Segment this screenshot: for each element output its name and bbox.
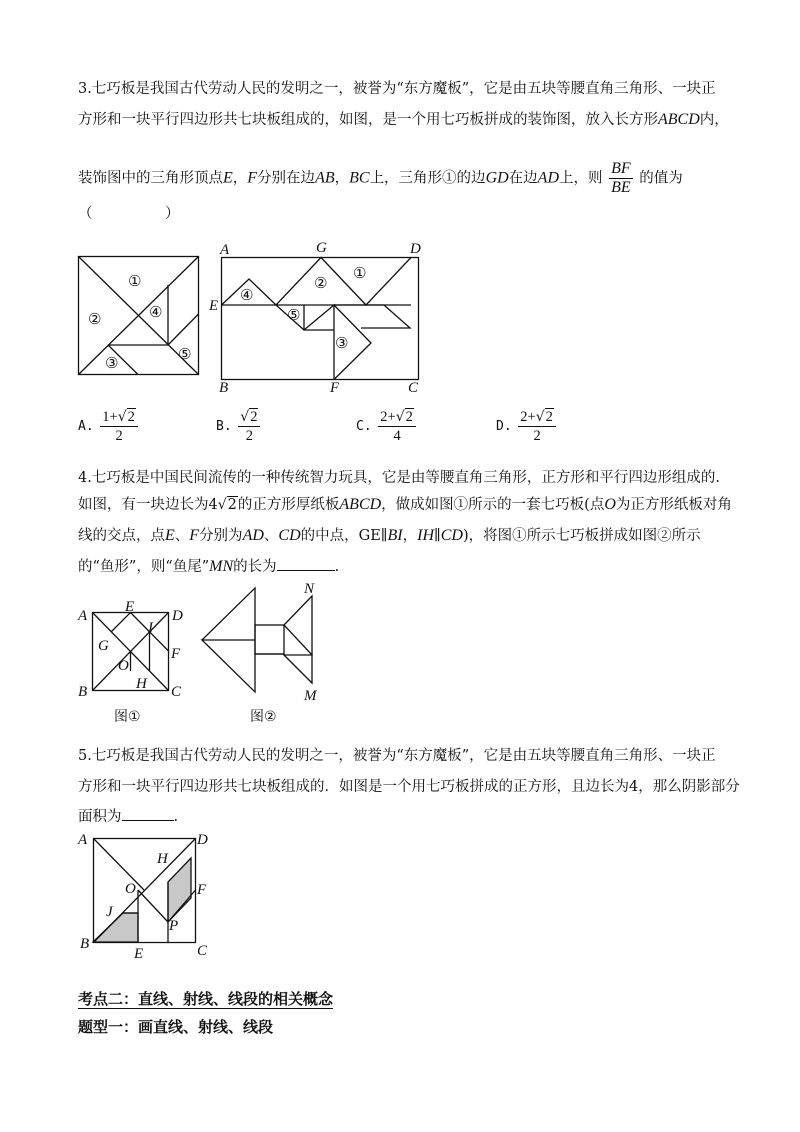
q5-answer-blank[interactable] — [122, 806, 174, 821]
label-E: E — [134, 946, 144, 962]
piece-3-label: ③ — [335, 334, 349, 352]
label-B: B — [80, 936, 90, 952]
q3-line-2: 方形和一块平行四边形共七块板组成的，如图，是一个用七巧板拼成的装饰图，放入长方形ABCD内， — [78, 111, 729, 128]
label-I: I — [148, 620, 153, 636]
label-D: D — [410, 241, 421, 257]
label-O: O — [125, 881, 136, 897]
label-O: O — [118, 658, 129, 674]
q3-line-3: 装饰图中的三角形顶点E，F分别在边AB，BC上，三角形①的边GD在边AD上，则 $\frac{BF}{BE}$ 的值为 — [78, 160, 683, 196]
label-G: G — [316, 240, 327, 256]
label-M: M — [304, 688, 317, 704]
piece-1-label: ① — [128, 272, 142, 290]
label-J: J — [106, 904, 113, 920]
q4-line-3: 线的交点，点E、F分别为AD、CD的中点，GE∥BI，IH∥CD)，将图①所示七巧板拼成如图②所示 — [78, 527, 701, 544]
q5-line-1: 5.七巧板是我国古代劳动人民的发明之一，被誉为“东方魔板”，它是由五块等腰直角三角形、一块正 — [78, 748, 716, 764]
q5-figure — [76, 830, 216, 962]
q3-option-a[interactable]: A. $\frac{1+√2}{2}$ — [78, 408, 140, 445]
label-D: D — [172, 608, 183, 624]
label-F: F — [330, 380, 340, 396]
q3-line-1: 3.七巧板是我国古代劳动人民的发明之一，被誉为“东方魔板”，它是由五块等腰直角三角形、一块正 — [78, 81, 716, 97]
label-C: C — [197, 943, 208, 959]
q4-figure-2 — [200, 578, 330, 730]
piece-4-label: ④ — [240, 286, 254, 304]
label-C: C — [171, 684, 182, 700]
section-title: 考点二：直线、射线、线段的相关概念 — [78, 990, 334, 1008]
label-D: D — [197, 832, 208, 848]
q4-line-1: 4.七巧板是中国民间流传的一种传统智力玩具，它是由等腰直角三角形，正方形和平行四边形组成的. — [78, 470, 720, 486]
label-H: H — [136, 676, 147, 692]
label-A: A — [78, 832, 88, 848]
q4-figure-1 — [76, 600, 196, 730]
q3-answer-paren: （ ） — [78, 206, 180, 222]
label-A: A — [220, 242, 230, 258]
figure-2-caption: 图② — [250, 709, 277, 725]
piece-4-label: ④ — [149, 303, 163, 321]
piece-5-label: ⑤ — [178, 345, 192, 363]
q5-line-3: 面积为 . — [78, 806, 178, 827]
q3-figure-right — [206, 240, 426, 395]
q3-figure-left — [78, 256, 200, 376]
section-subtitle: 题型一：画直线、射线、线段 — [78, 1018, 274, 1036]
q3-option-c[interactable]: C. $\frac{2+√2}{4}$ — [356, 408, 418, 445]
piece-2-label: ② — [314, 274, 328, 292]
label-H: H — [157, 851, 168, 867]
piece-1-label: ① — [353, 264, 367, 282]
piece-5-label: ⑤ — [287, 306, 301, 324]
label-C: C — [408, 380, 419, 396]
piece-3-label: ③ — [105, 354, 119, 372]
piece-2-label: ② — [88, 310, 102, 328]
label-G: G — [98, 638, 109, 654]
figure-1-caption: 图① — [114, 709, 141, 725]
label-B: B — [78, 684, 88, 700]
q4-line-4: 的“鱼形”，则“鱼尾”MN的长为 . — [78, 558, 340, 575]
label-B: B — [219, 380, 229, 396]
label-N: N — [304, 581, 315, 597]
label-F: F — [171, 646, 181, 662]
q3-option-d[interactable]: D. $\frac{2+√2}{2}$ — [496, 408, 558, 445]
label-E: E — [209, 298, 219, 314]
label-F: F — [197, 882, 207, 898]
q3-option-b[interactable]: B. $\frac{√2}{2}$ — [216, 408, 262, 445]
q3-fraction: $\frac{BF}{BE}$ — [611, 160, 631, 196]
q4-answer-blank[interactable] — [277, 556, 335, 571]
q4-line-2: 如图，有一块边长为4√2的正方形厚纸板ABCD，做成如图①所示的一套七巧板(点O为正方形纸板对角 — [78, 496, 732, 513]
label-A: A — [78, 608, 88, 624]
label-E: E — [125, 599, 135, 615]
label-P: P — [169, 918, 179, 934]
q5-line-2: 方形和一块平行四边形共七块板组成的．如图是一个用七巧板拼成的正方形，且边长为4，那么阴影部分 — [78, 779, 740, 795]
